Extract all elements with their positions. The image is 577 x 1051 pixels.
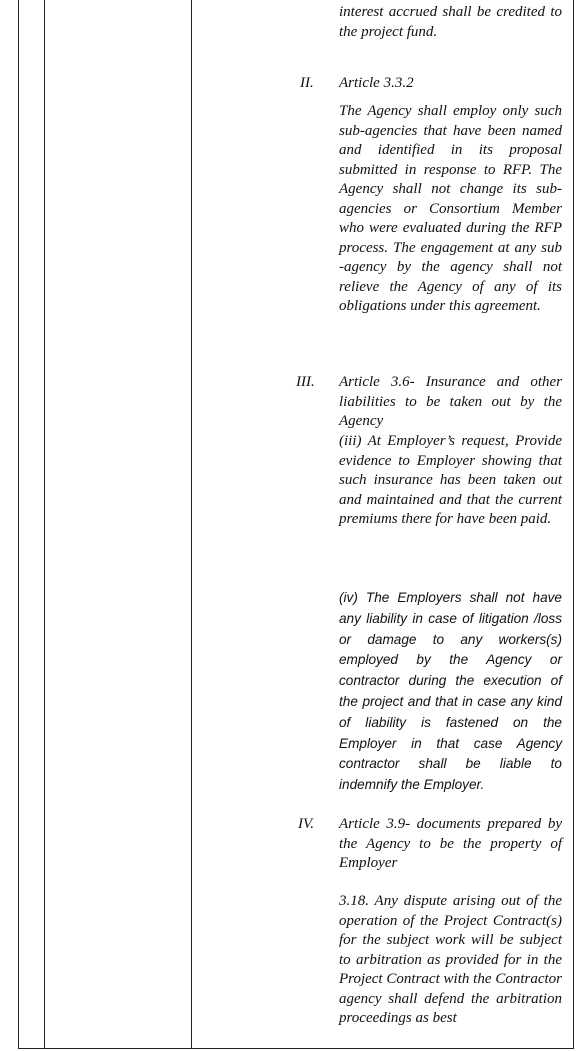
item-heading-iv: Article 3.9- documents prepared by the Agency to be the property of Employer xyxy=(339,816,562,871)
table-border-left xyxy=(18,0,19,1049)
item-heading-ii: Article 3.3.2 xyxy=(339,75,414,91)
item-body-iii: (iii) At Employer’s request, Provide evidence to Employer showing that such insurance has been taken out and maintained and that the current premiums there for have been paid. xyxy=(339,433,562,527)
item-body-iv: 3.18. Any dispute arising out of the operation of the Project Contract(s) for the subject work will be subject to arbitration as provided for in the Project Contract with the Contractor agency shall defend the arbitration proceedings as best xyxy=(339,893,562,1026)
item-body-ii: The Agency shall employ only such sub-agencies that have been named and identified in its proposal submitted in response to RFP. The Agency shall not change its sub-agencies or Consortium Member who were evaluated during the RFP process. The engagement at any sub -agency by the agency shall not relieve the Agency of any of its obligations under this agreement. xyxy=(339,103,562,314)
item-numeral-iii: III. xyxy=(296,374,315,390)
item-numeral-ii: II. xyxy=(300,75,314,91)
table-column-divider-2 xyxy=(191,0,192,1049)
item-heading-iii: Article 3.6- Insurance and other liabilities to be taken out by the Agency xyxy=(339,374,562,429)
item-numeral-iv: IV. xyxy=(298,816,314,832)
table-column-divider-1 xyxy=(44,0,45,1049)
table-border-bottom xyxy=(18,1048,574,1049)
intro-paragraph: interest accrued shall be credited to the project fund. xyxy=(339,4,562,40)
table-border-right xyxy=(573,0,574,1049)
item-body-iii-note: (iv) The Employers shall not have any liability in case of litigation /loss or damage to any workers(s) employed by the Agency or contractor during the execution of the project and that in case any kind of liability is fastened on the Employer in that case Agency contractor shall be liable to indemnify the Employer. xyxy=(339,590,562,793)
